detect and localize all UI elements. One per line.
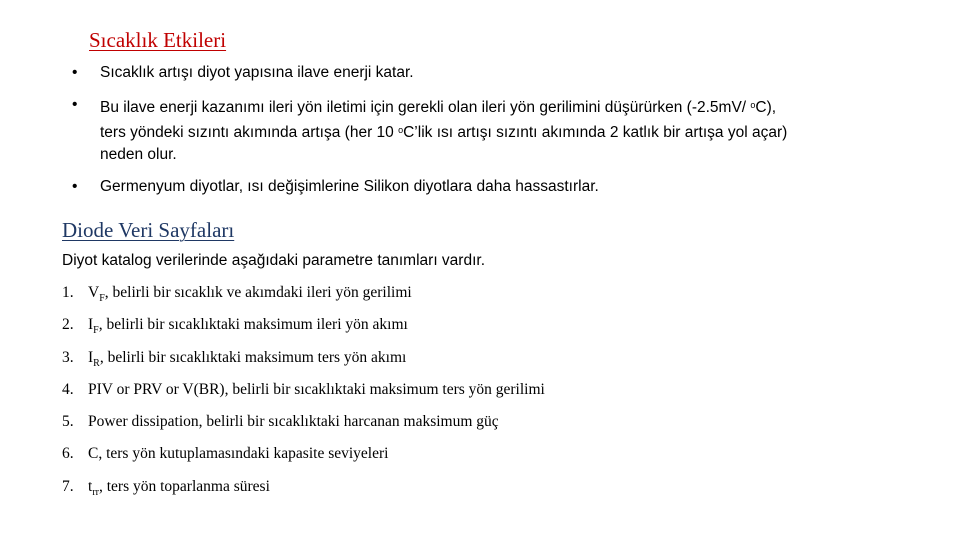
bullet-text-part: Bu ilave enerji kazanımı ileri yön iletimi için gerekli olan ileri yön gerilimini düşürürken (-2.5mV/ — [100, 99, 751, 116]
bullet-text: Sıcaklık artışı diyot yapısına ilave enerji katar. — [100, 64, 414, 81]
bullet-item — [72, 94, 792, 166]
degree-superscript: o — [750, 100, 756, 110]
item-rest: , ters yön toparlanma süresi — [98, 477, 270, 495]
bullet-dot: • — [72, 96, 78, 113]
list-item — [62, 377, 545, 409]
item-main: Power dissipation, belirli bir sıcaklıktaki harcanan maksimum güç — [88, 413, 499, 431]
bullet-text-part: C’lik ısı artışı sızıntı akımında 2 katlık bir artışa yol açar) neden olur. — [100, 124, 788, 163]
list-item — [62, 312, 545, 344]
list-item — [62, 474, 545, 506]
item-number: 1. — [62, 284, 74, 301]
bullet-dot: • — [72, 64, 78, 81]
bullet-text: Germenyum diyotlar, ısı değişimlerine Silikon diyotlara daha hassastırlar. — [100, 178, 599, 195]
item-main: t — [88, 477, 93, 495]
item-main: I — [88, 348, 94, 366]
bullet-item — [72, 62, 792, 84]
item-main: C, ters yön kutuplamasındaki kapasite seviyeleri — [88, 445, 389, 463]
section-title-diode-datasheets: Diode Veri Sayfaları — [62, 218, 235, 242]
item-number: 5. — [62, 413, 74, 431]
degree-superscript: o — [398, 125, 404, 135]
item-rest: , belirli bir sıcaklıktaki maksimum ileri yön akımı — [98, 316, 408, 334]
item-number: 6. — [62, 445, 74, 463]
item-number: 2. — [62, 316, 74, 334]
item-rest: , belirli bir sıcaklıktaki maksimum ters yön akımı — [99, 348, 407, 366]
item-subscript: rr — [92, 486, 99, 498]
list-item — [62, 441, 545, 473]
item-number: 3. — [62, 348, 74, 366]
bullet-item — [72, 176, 792, 198]
item-number: 7. — [62, 477, 74, 495]
bullet-dot: • — [72, 178, 78, 195]
item-main: I — [88, 316, 94, 334]
item-subscript: F — [93, 325, 99, 337]
intro-text: Diyot katalog verilerinde aşağıdaki parametre tanımları vardır. — [62, 252, 486, 269]
parameter-list — [62, 280, 545, 506]
bullet-list — [72, 62, 792, 208]
item-main: PIV or PRV or V(BR), belirli bir sıcaklıktaki maksimum ters yön gerilimi — [88, 380, 545, 398]
list-item — [62, 409, 545, 441]
list-item — [62, 345, 545, 377]
item-number: 4. — [62, 380, 74, 398]
item-rest: , belirli bir sıcaklık ve akımdaki ileri yön gerilimi — [104, 284, 412, 301]
item-subscript: R — [93, 357, 100, 369]
section-title-temperature-effects: Sıcaklık Etkileri — [89, 28, 227, 52]
item-main: V — [88, 284, 100, 301]
list-item — [62, 280, 545, 312]
bullet-text-part: C), ters yöndeki sızıntı akımında artışa (her 10 — [100, 99, 777, 141]
item-subscript: F — [99, 293, 105, 304]
